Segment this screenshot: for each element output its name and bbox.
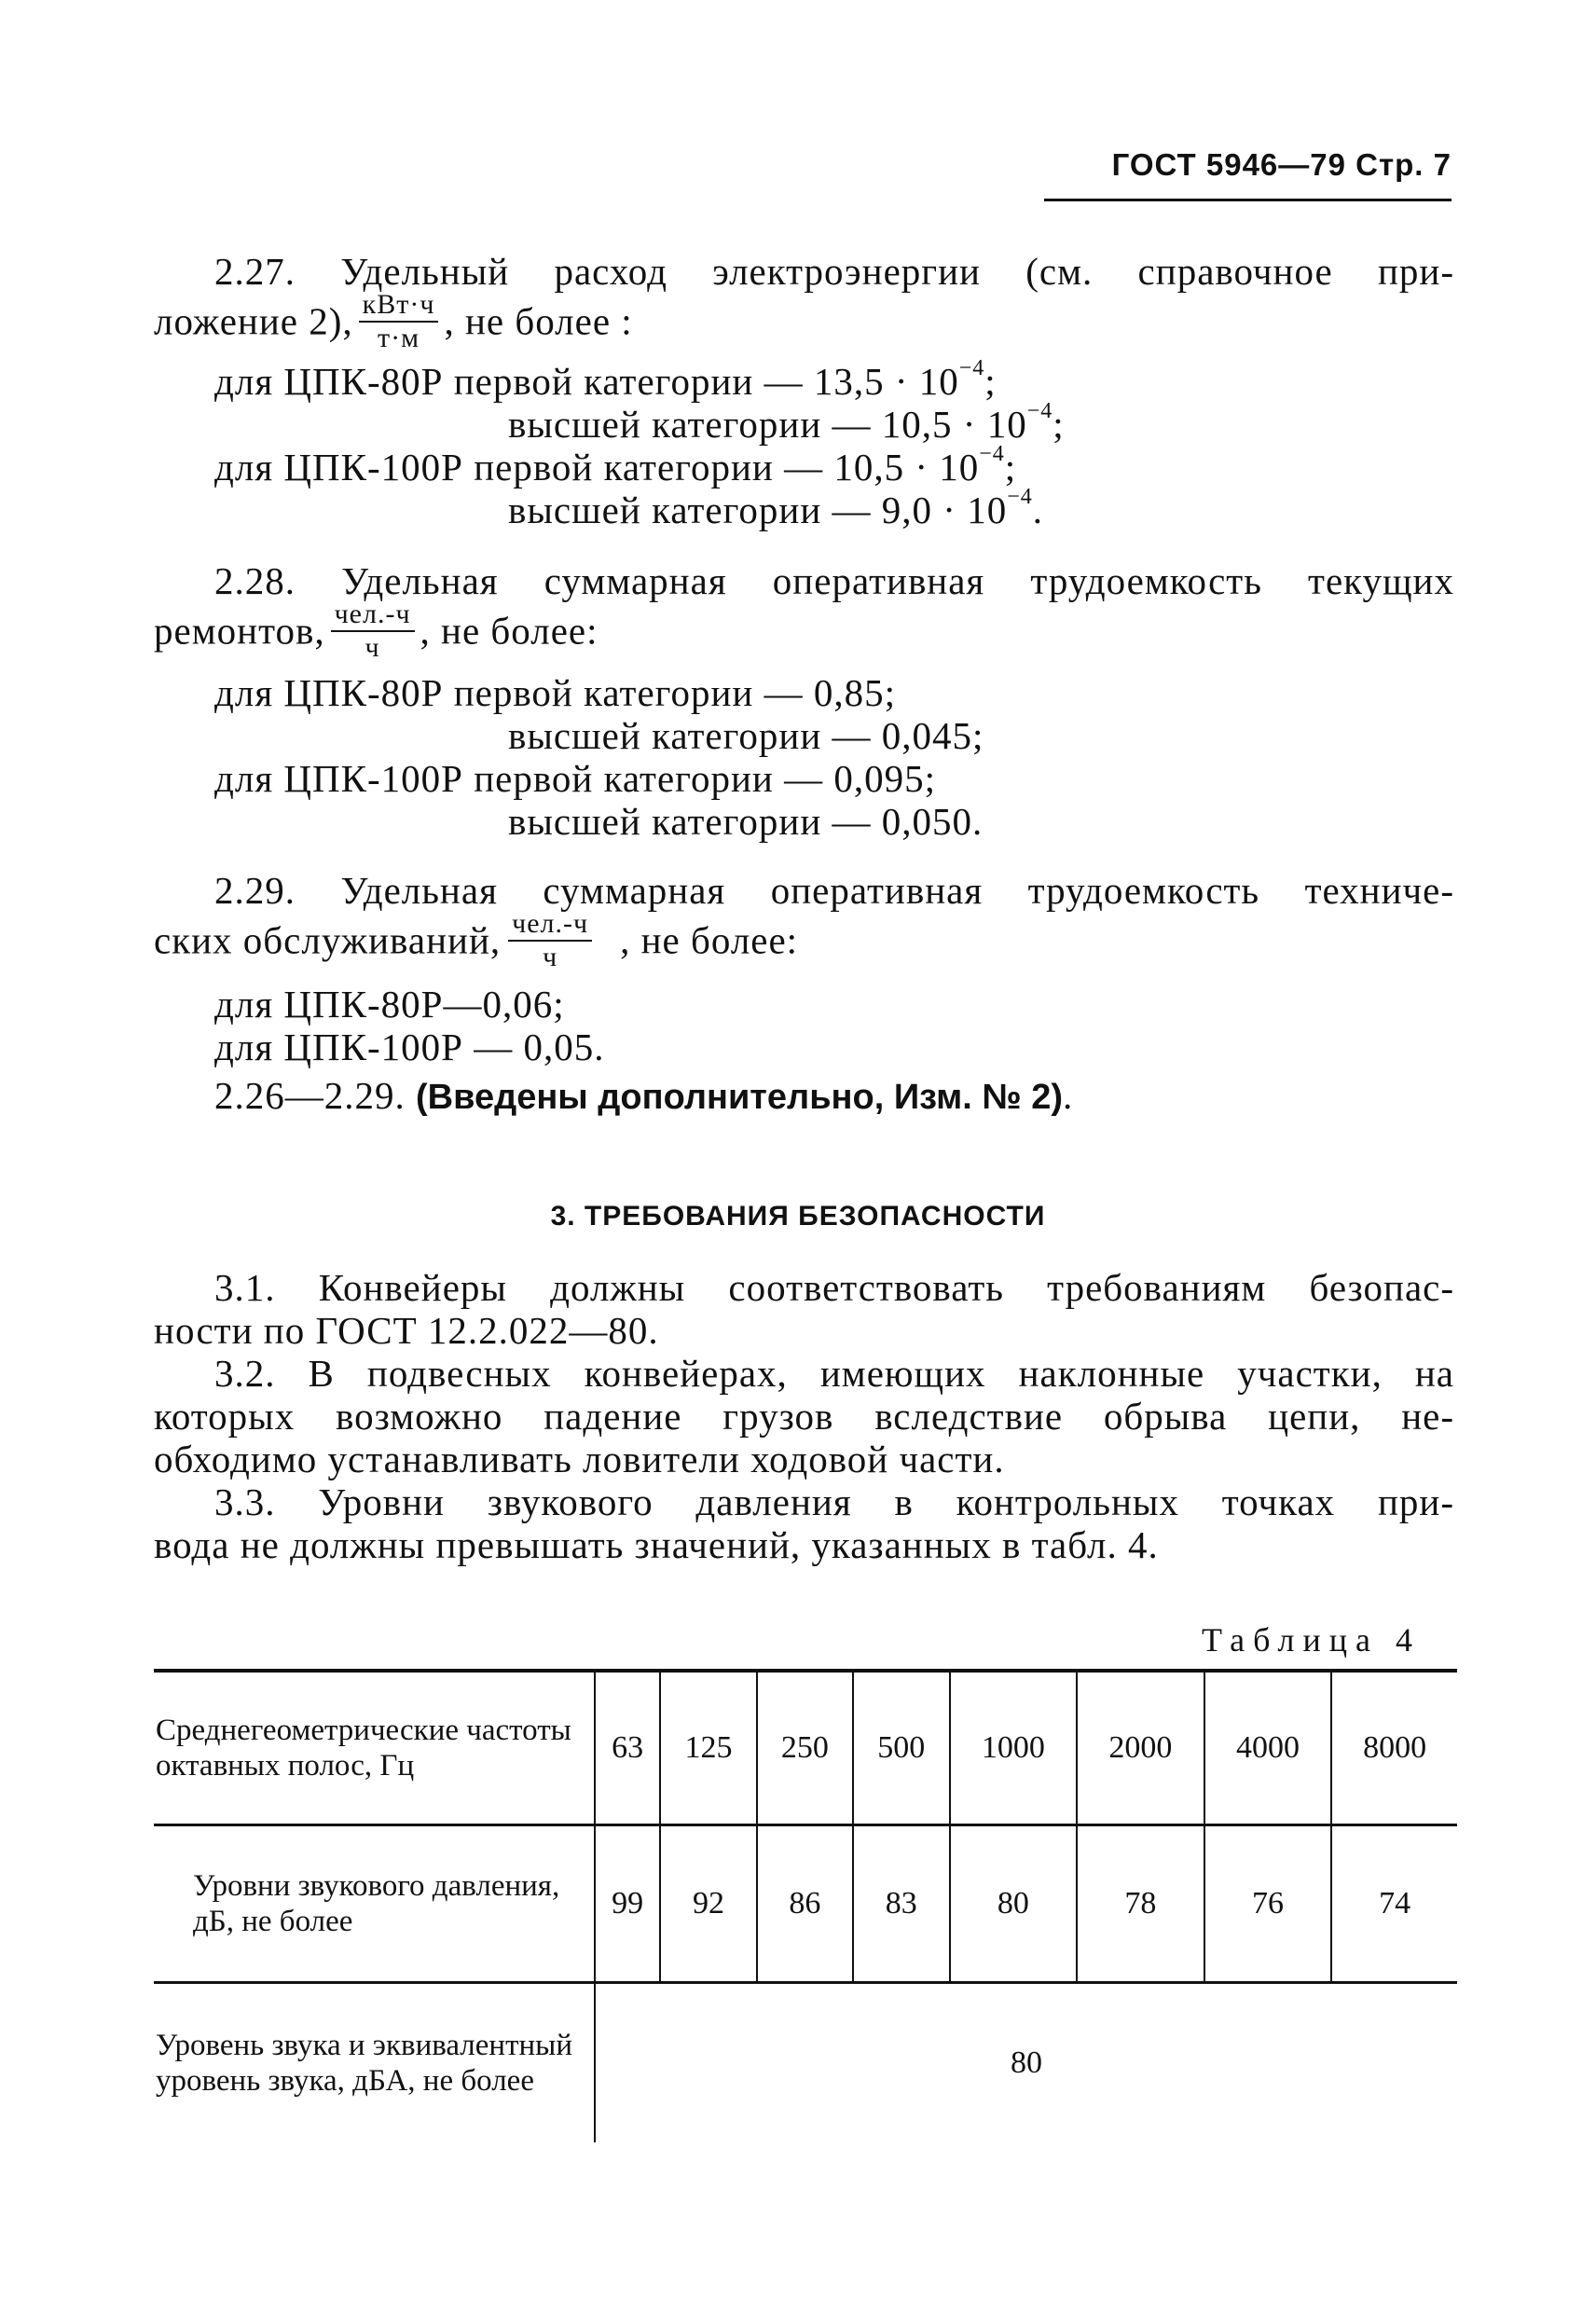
fraction-denominator: ч — [365, 632, 380, 663]
paragraph-2-29 — [154, 869, 1454, 1119]
p229-line-1: 2.29. Удельная суммарная оперативная трудоемкость техниче- — [214, 869, 1454, 912]
level-cell: 80 — [950, 1825, 1078, 1983]
paragraph-2-27 — [154, 250, 1454, 531]
p229-line-4: для ЦПК-100Р — 0,05. — [214, 1026, 605, 1068]
clause-ref: 2.26—2.29. — [214, 1074, 406, 1117]
p228-line-4: высшей категории — 0,045; — [508, 714, 984, 757]
p229-line-2 — [154, 908, 1454, 975]
frequency-cell: 63 — [595, 1671, 660, 1825]
row-label-sound-level — [154, 1983, 595, 2143]
header-rule — [1044, 199, 1452, 201]
unit-fraction-man-hour — [508, 910, 592, 971]
value-text: высшей категории — 10,5 · 10 — [508, 403, 1027, 446]
p228-line-3: для ЦПК-80Р первой категории — 0,85; — [214, 671, 896, 714]
level-cell: 74 — [1331, 1825, 1457, 1983]
level-cell: 92 — [660, 1825, 756, 1983]
fraction-denominator: т·м — [378, 323, 420, 353]
p229-text: ских обслуживаний, — [154, 918, 502, 962]
p228-text-tail: , не более: — [420, 609, 598, 653]
row-label-levels — [154, 1825, 595, 1983]
label-text: Среднегеометрические частоты октавных полос, Гц — [156, 1714, 571, 1783]
p229-text-tail: , не более: — [620, 918, 799, 962]
table-row-frequencies — [154, 1671, 1457, 1825]
level-cell: 76 — [1204, 1825, 1332, 1983]
p227-text: ложение 2), — [154, 299, 353, 343]
level-cell: 83 — [853, 1825, 949, 1983]
punct: ; — [984, 360, 997, 403]
punct: ; — [1053, 403, 1065, 446]
p227-line-4 — [154, 399, 1454, 446]
p31-line-1: 3.1. Конвейеры должны соответствовать требованиям безопас- — [214, 1266, 1454, 1309]
label-text: Уровень звука и эквивалентный уровень звука, дБА, не более — [156, 2029, 572, 2098]
p32-line-1: 3.2. В подвесных конвейерах, имеющих наклонные участки, на — [214, 1352, 1454, 1395]
p228-line-2 — [154, 599, 1454, 666]
frequency-cell: 1000 — [950, 1671, 1078, 1825]
unit-fraction-kwh — [359, 291, 439, 352]
frequency-cell: 8000 — [1331, 1671, 1457, 1825]
page-header: ГОСТ 5946—79 Стр. 7 — [1111, 147, 1452, 182]
table-caption: Таблица 4 — [1202, 1621, 1421, 1659]
fraction-numerator: чел.-ч — [331, 600, 415, 632]
fraction-numerator: чел.-ч — [508, 910, 592, 942]
paragraph-2-28 — [154, 559, 1454, 843]
exponent: −4 — [958, 356, 985, 381]
row-label-frequencies — [154, 1671, 595, 1825]
table-row-sound-level — [154, 1983, 1457, 2143]
fraction-denominator: ч — [543, 942, 558, 972]
value-text: для ЦПК-80Р первой категории — 13,5 · 10 — [214, 360, 959, 403]
amendment-note: (Введены дополнительно, Изм. № 2) — [416, 1078, 1064, 1117]
p227-line-1: 2.27. Удельный расход электроэнергии (см. справочное при- — [214, 250, 1454, 293]
section-3-body — [154, 1266, 1454, 1566]
exponent: −4 — [979, 442, 1005, 467]
p31-line-2: ности по ГОСТ 12.2.022—80. — [154, 1309, 659, 1352]
punct: ; — [1004, 446, 1017, 489]
p32-line-3: обходимо устанавливать ловители ходовой части. — [154, 1438, 1005, 1480]
punct: . — [1032, 489, 1043, 531]
sound-level-value: 80 — [595, 1983, 1457, 2143]
value-text: для ЦПК-100Р первой категории — 10,5 · 10 — [214, 446, 980, 489]
value-text: высшей категории — 9,0 · 10 — [508, 489, 1008, 531]
label-text: Уровни звукового давления, дБ, не более — [193, 1869, 560, 1938]
p227-line-6 — [154, 485, 1454, 531]
section-title: 3. ТРЕБОВАНИЯ БЕЗОПАСНОСТИ — [550, 1201, 1046, 1232]
frequency-cell: 4000 — [1204, 1671, 1332, 1825]
fraction-numerator: кВт·ч — [359, 291, 439, 323]
frequency-cell: 500 — [853, 1671, 949, 1825]
p227-text-tail: , не более : — [444, 299, 633, 343]
p228-line-5: для ЦПК-100Р первой категории — 0,095; — [214, 757, 936, 800]
p227-line-3 — [154, 356, 1454, 403]
p33-line-1: 3.3. Уровни звукового давления в контрольных точках при- — [214, 1480, 1454, 1523]
p229-line-5 — [154, 1074, 1454, 1119]
table-row-levels — [154, 1825, 1457, 1983]
p228-line-6: высшей категории — 0,050. — [508, 800, 984, 843]
p32-line-2: которых возможно падение грузов вследствие обрыва цепи, не- — [154, 1395, 1454, 1438]
level-cell: 78 — [1077, 1825, 1204, 1983]
p33-line-2: вода не должны превышать значений, указанных в табл. 4. — [154, 1523, 1159, 1566]
p227-line-5 — [154, 442, 1454, 489]
p228-text: ремонтов, — [154, 609, 325, 653]
p228-line-1: 2.28. Удельная суммарная оперативная трудоемкость текущих — [214, 559, 1454, 602]
noise-levels-table — [154, 1669, 1457, 2142]
exponent: −4 — [1007, 485, 1033, 510]
frequency-cell: 250 — [757, 1671, 853, 1825]
p229-line-3: для ЦПК-80Р—0,06; — [214, 983, 565, 1026]
unit-fraction-man-hour — [331, 600, 415, 662]
level-cell: 99 — [595, 1825, 660, 1983]
frequency-cell: 2000 — [1077, 1671, 1204, 1825]
punct: . — [1063, 1074, 1074, 1117]
level-cell: 86 — [757, 1825, 853, 1983]
exponent: −4 — [1026, 399, 1053, 424]
frequency-cell: 125 — [660, 1671, 756, 1825]
p227-line-2 — [154, 289, 1454, 356]
